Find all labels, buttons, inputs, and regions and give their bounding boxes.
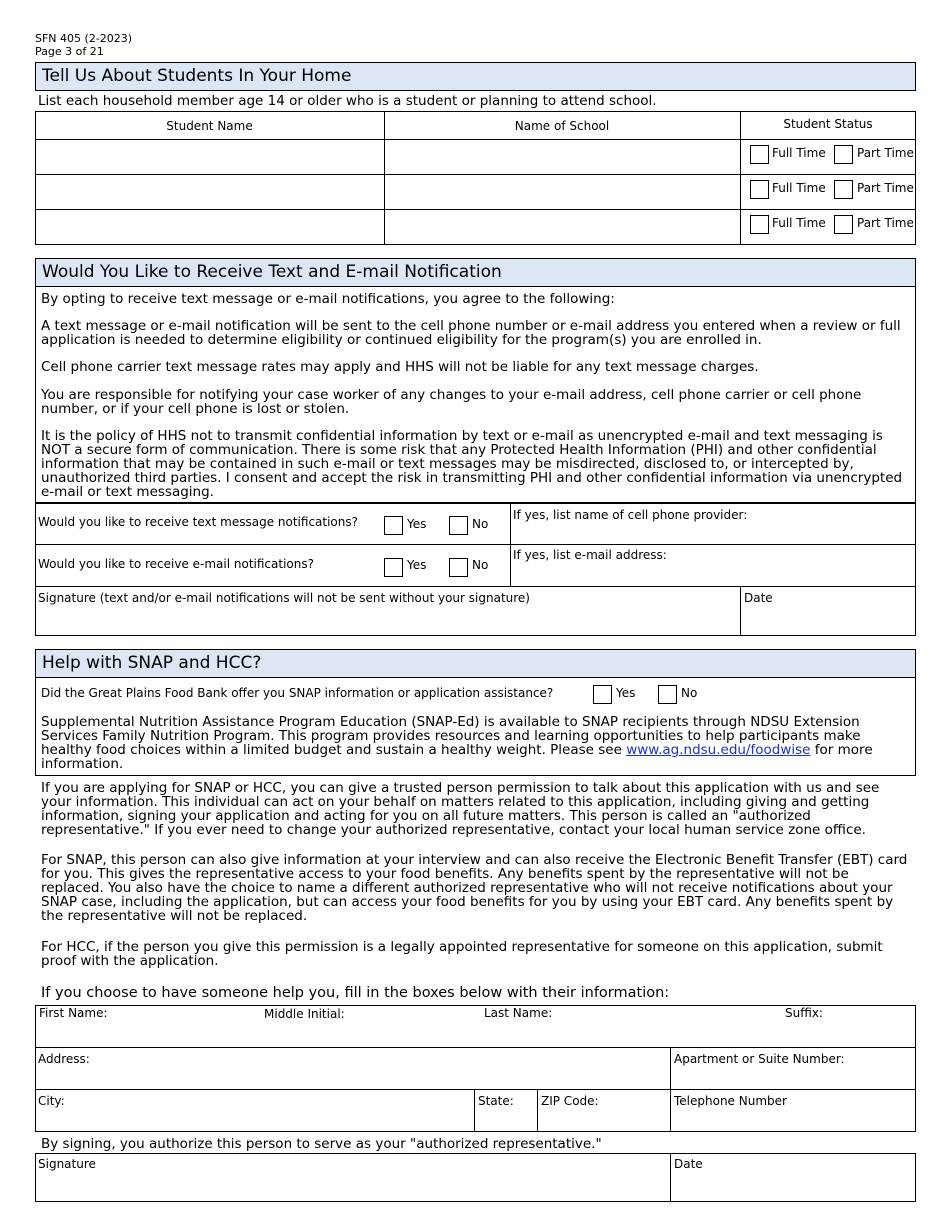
phone-input[interactable] <box>671 1108 915 1131</box>
form-id: SFN 405 (2-2023) <box>35 32 133 45</box>
email-address-label: If yes, list e-mail address: <box>513 548 667 562</box>
last-name-input[interactable] <box>484 1021 782 1046</box>
suffix-label: Suffix: <box>785 1006 823 1020</box>
text-yes-checkbox[interactable] <box>384 516 403 535</box>
email-notification-question: Would you like to receive e-mail notifications? <box>38 557 314 571</box>
text-yes-label: Yes <box>407 517 427 531</box>
part-time-label: Part Time <box>857 181 914 195</box>
full-time-checkbox-2[interactable] <box>750 180 769 199</box>
email-address-input[interactable] <box>511 563 915 585</box>
apt-input[interactable] <box>671 1066 915 1088</box>
city-label: City: <box>38 1094 65 1108</box>
notification-section-title: Would You Like to Receive Text and E-mail Notification <box>35 258 916 287</box>
text-no-label: No <box>472 517 489 531</box>
part-time-label: Part Time <box>857 146 914 160</box>
col-student-name: Student Name <box>166 119 253 133</box>
auth-rep-snap: For SNAP, this person can also give information at your interview and can also receive the Electronic Benefit Transfer (EBT) card for you. This gives the representative access to your food benefits. Any benefits spent by the representative will not be replaced. You also have the choice to name a different authorized representative who will not receive notifications about your SNAP case, including the application, but can access your food benefits for you by using your EBT card. Any benefits spent by the representative will not be replaced. <box>41 852 908 924</box>
text-notification-question: Would you like to receive text message notifications? <box>38 515 358 529</box>
students-instruction: List each household member age 14 or older who is a student or planning to attend school. <box>38 93 657 109</box>
auth-rep-fill-instruction: If you choose to have someone help you, fill in the boxes below with their information: <box>41 985 670 1001</box>
authorize-statement: By signing, you authorize this person to serve as your "authorized representative." <box>41 1136 602 1152</box>
school-name-input-1[interactable] <box>385 140 739 174</box>
first-name-label: First Name: <box>39 1006 108 1020</box>
snap-ed-paragraph: Supplemental Nutrition Assistance Program Education (SNAP-Ed) is available to SNAP recipients through NDSU Extension Services Family Nutrition Program. This program provides resources and learning opportunities to help participants make healthy food choices within a limited budget and sustain a healthy weight. Please see www.ag.ndsu.edu/foodwise for more information. <box>41 714 873 772</box>
student-name-input-1[interactable] <box>36 140 383 174</box>
email-yes-label: Yes <box>407 558 427 572</box>
suffix-input[interactable] <box>785 1021 915 1046</box>
cell-provider-input[interactable] <box>511 522 915 544</box>
state-input[interactable] <box>475 1108 536 1131</box>
part-time-checkbox-3[interactable] <box>834 215 853 234</box>
text-no-checkbox[interactable] <box>449 516 468 535</box>
part-time-checkbox-2[interactable] <box>834 180 853 199</box>
email-no-checkbox[interactable] <box>449 558 468 577</box>
zip-input[interactable] <box>538 1108 669 1131</box>
middle-initial-input[interactable] <box>264 1021 482 1046</box>
auth-date-label: Date <box>674 1157 703 1171</box>
food-bank-question: Did the Great Plains Food Bank offer you SNAP information or application assistance? <box>41 686 554 700</box>
col-school-name: Name of School <box>514 119 610 133</box>
col-student-status: Student Status <box>783 117 873 131</box>
auth-rep-intro: If you are applying for SNAP or HCC, you can give a trusted person permission to talk about this application with us and see your information. This individual can act on your behalf on matters related to this application, including giving and getting information, signing your application and acting for you on all future matters. This person is called an "authorized representative." If you ever need to change your authorized representative, contact your local human service zone office. <box>41 780 880 838</box>
students-section-title: Tell Us About Students In Your Home <box>35 62 916 91</box>
notify-term-review: A text message or e-mail notification will be sent to the cell phone number or e-mail address you entered when a review or full application is needed to determine eligibility or continued eligibility for the program(s) you are enrolled in. <box>41 318 901 348</box>
cell-provider-label: If yes, list name of cell phone provider: <box>513 508 748 522</box>
email-yes-checkbox[interactable] <box>384 558 403 577</box>
notify-term-policy: It is the policy of HHS not to transmit confidential information by text or e-mail as unencrypted e-mail and text messaging is NOT a secure form of communication. There is some risk that any Protected Health Information (PHI) and other confidential information that may be contained in such e-mail or text messages may be misdirected, disclosed to, or intercepted by, unauthorized third parties. I consent and accept the risk in transmitting PHI and other confidential information via unencrypted e-mail or text messaging. <box>41 428 903 500</box>
part-time-label: Part Time <box>857 216 914 230</box>
full-time-label: Full Time <box>772 146 826 160</box>
full-time-checkbox-1[interactable] <box>750 145 769 164</box>
page-number: Page 3 of 21 <box>35 45 104 58</box>
phone-label: Telephone Number <box>674 1094 787 1108</box>
school-name-input-3[interactable] <box>385 210 739 244</box>
food-bank-yes-label: Yes <box>616 686 636 700</box>
notify-intro: By opting to receive text message or e-mail notifications, you agree to the following: <box>41 291 615 307</box>
snap-section-title: Help with SNAP and HCC? <box>35 649 916 678</box>
student-name-input-3[interactable] <box>36 210 383 244</box>
school-name-input-2[interactable] <box>385 175 739 209</box>
notify-date-label: Date <box>744 591 773 605</box>
middle-initial-label: Middle Initial: <box>264 1007 345 1021</box>
student-name-input-2[interactable] <box>36 175 383 209</box>
city-input[interactable] <box>36 1108 473 1131</box>
auth-date-input[interactable] <box>671 1172 915 1201</box>
zip-label: ZIP Code: <box>541 1094 599 1108</box>
full-time-label: Full Time <box>772 181 826 195</box>
state-label: State: <box>478 1094 514 1108</box>
notify-signature-label: Signature (text and/or e-mail notifications will not be sent without your signature) <box>38 591 530 605</box>
notify-date-input[interactable] <box>741 606 915 635</box>
first-name-input[interactable] <box>36 1021 264 1046</box>
notify-signature-input[interactable] <box>36 606 739 635</box>
address-input[interactable] <box>36 1066 669 1088</box>
auth-signature-input[interactable] <box>36 1172 669 1201</box>
part-time-checkbox-1[interactable] <box>834 145 853 164</box>
auth-rep-hcc: For HCC, if the person you give this permission is a legally appointed representative for someone on this application, submit proof with the application. <box>41 939 883 969</box>
auth-signature-label: Signature <box>38 1157 96 1171</box>
notify-term-rates: Cell phone carrier text message rates may apply and HHS will not be liable for any text message charges. <box>41 359 759 375</box>
address-label: Address: <box>38 1052 90 1066</box>
food-bank-yes-checkbox[interactable] <box>593 685 612 704</box>
last-name-label: Last Name: <box>484 1006 553 1020</box>
food-bank-no-label: No <box>681 686 698 700</box>
food-bank-no-checkbox[interactable] <box>658 685 677 704</box>
foodwise-link[interactable]: www.ag.ndsu.edu/foodwise <box>626 742 811 758</box>
full-time-checkbox-3[interactable] <box>750 215 769 234</box>
apt-label: Apartment or Suite Number: <box>674 1052 845 1066</box>
full-time-label: Full Time <box>772 216 826 230</box>
email-no-label: No <box>472 558 489 572</box>
notify-term-responsibility: You are responsible for notifying your case worker of any changes to your e-mail address, cell phone carrier or cell phone number, or if your cell phone is lost or stolen. <box>41 387 862 417</box>
